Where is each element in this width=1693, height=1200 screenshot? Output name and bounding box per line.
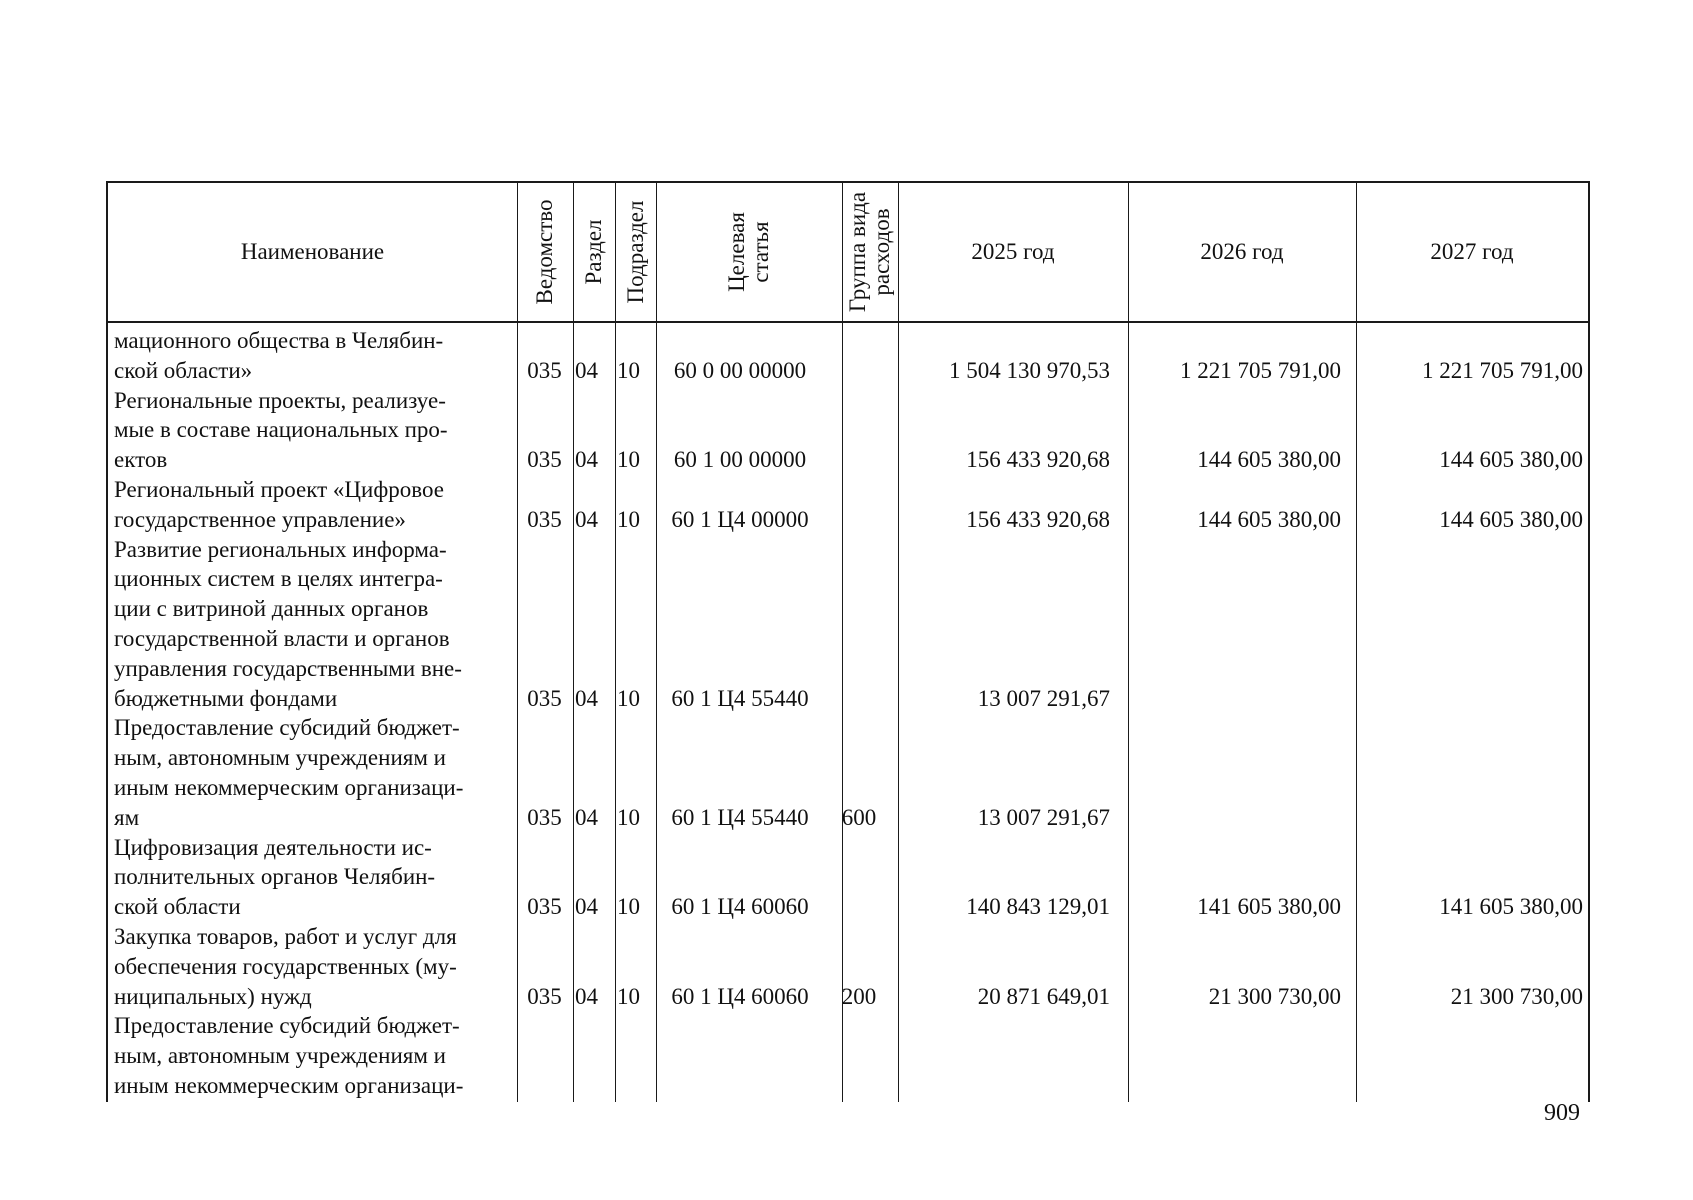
header-vedomstvo: Ведомство [532, 199, 557, 305]
row-podrazdel: 10 [617, 357, 640, 383]
table-row [108, 326, 1588, 386]
row-name-line: государственное управление» [114, 506, 406, 532]
row-amount-2027: 21 300 730,00 [1450, 983, 1583, 1009]
row-name-line: мые в составе национальных про- [114, 417, 448, 443]
row-name-line: мационного общества в Челябин- [114, 328, 444, 353]
row-vedomstvo: 035 [527, 894, 562, 920]
row-amount-2026: 21 300 730,00 [1208, 983, 1341, 1009]
row-name-line: Предоставление субсидий бюджет- [114, 1013, 460, 1039]
table-row [108, 475, 1588, 535]
row-amount-2025: 20 871 649,01 [977, 983, 1110, 1009]
row-amount-2025: 140 843 129,01 [966, 894, 1110, 920]
header-2025-label: 2025 год [971, 239, 1055, 264]
row-amount-2027: 141 605 380,00 [1439, 894, 1583, 920]
row-amount-2027: 144 605 380,00 [1439, 447, 1583, 473]
row-celevaya-statya: 60 1 Ц4 60060 [671, 983, 809, 1009]
header-name-label: Наименование [240, 239, 385, 264]
header-2025 [898, 183, 1128, 321]
row-name-line: иным некоммерческим организаци- [114, 1072, 464, 1098]
header-gruppa-line2: расходов [869, 208, 894, 296]
header-razdel: Раздел [581, 219, 606, 285]
row-podrazdel: 10 [617, 506, 640, 532]
row-name-line: ниципальных) нужд [114, 983, 312, 1009]
header-2026 [1128, 183, 1356, 321]
row-name-line: Предоставление субсидий бюджет- [114, 715, 460, 741]
table-header [108, 183, 1588, 323]
row-celevaya-statya: 60 1 Ц4 60060 [671, 894, 809, 920]
row-amount-2027: 144 605 380,00 [1439, 506, 1583, 532]
row-name-line: иным некоммерческим организаци- [114, 774, 464, 800]
row-razdel: 04 [575, 506, 598, 532]
table-row [108, 713, 1588, 832]
row-gruppa-vida: 600 [841, 804, 877, 830]
row-razdel: 04 [575, 685, 598, 711]
row-vedomstvo: 035 [527, 983, 562, 1009]
budget-table [106, 181, 1590, 1102]
row-name-line: управления государственными вне- [114, 655, 462, 681]
row-name-line: Региональные проекты, реализуе- [114, 387, 446, 413]
row-vedomstvo: 035 [527, 506, 562, 532]
row-name-line: ным, автономным учреждениям и [114, 745, 446, 771]
header-2027-label: 2027 год [1430, 239, 1514, 264]
row-name-line: Развитие региональных информа- [114, 536, 447, 562]
row-vedomstvo: 035 [527, 804, 562, 830]
row-celevaya-statya: 60 1 Ц4 55440 [671, 804, 809, 830]
row-name-line: ционных систем в целях интегра- [114, 566, 443, 592]
table-row [108, 1011, 1588, 1100]
page-number: 909 [1544, 1100, 1580, 1126]
row-amount-2025: 156 433 920,68 [966, 447, 1110, 473]
header-name [108, 183, 517, 321]
row-name-line: обеспечения государственных (му- [114, 953, 457, 979]
row-name-line: ям [114, 804, 140, 830]
row-name-line: Региональный проект «Цифровое [114, 477, 444, 502]
row-podrazdel: 10 [617, 983, 640, 1009]
row-gruppa-vida: 200 [841, 983, 877, 1009]
row-amount-2025: 13 007 291,67 [977, 685, 1110, 711]
header-gruppa-line1: Группа вида [845, 191, 870, 313]
row-podrazdel: 10 [617, 894, 640, 920]
row-podrazdel: 10 [617, 685, 640, 711]
row-vedomstvo: 035 [527, 685, 562, 711]
row-amount-2025: 156 433 920,68 [966, 506, 1110, 532]
row-amount-2026: 141 605 380,00 [1197, 894, 1341, 920]
table-row [108, 386, 1588, 475]
table-row [108, 922, 1588, 1011]
row-name-line: полнительных органов Челябин- [114, 864, 436, 890]
row-vedomstvo: 035 [527, 357, 562, 383]
row-razdel: 04 [575, 804, 598, 830]
header-celevaya-line2: статья [748, 221, 773, 283]
row-name-line: бюджетными фондами [114, 685, 338, 711]
row-amount-2026: 1 221 705 791,00 [1180, 357, 1341, 383]
row-name-line: ектов [114, 447, 168, 473]
row-amount-2025: 13 007 291,67 [977, 804, 1110, 830]
header-podrazdel: Подраздел [623, 200, 648, 304]
row-name-line: ции с витриной данных органов [114, 596, 429, 622]
row-razdel: 04 [575, 357, 598, 383]
row-celevaya-statya: 60 1 Ц4 00000 [671, 506, 809, 532]
table-row [108, 535, 1588, 714]
row-celevaya-statya: 60 1 Ц4 55440 [671, 685, 809, 711]
row-amount-2025: 1 504 130 970,53 [949, 357, 1110, 383]
header-2027 [1356, 183, 1588, 321]
row-celevaya-statya: 60 1 00 00000 [673, 447, 807, 473]
header-celevaya-line1: Целевая [724, 212, 749, 292]
row-name-line: Цифровизация деятельности ис- [114, 834, 432, 860]
row-razdel: 04 [575, 447, 598, 473]
row-amount-2027: 1 221 705 791,00 [1422, 357, 1583, 383]
header-celevaya-statya [725, 212, 773, 292]
row-name-line: ской области» [114, 357, 253, 383]
row-name-line: ской области [114, 894, 241, 920]
row-name-line: государственной власти и органов [114, 625, 450, 651]
row-razdel: 04 [575, 894, 598, 920]
row-vedomstvo: 035 [527, 447, 562, 473]
row-razdel: 04 [575, 983, 598, 1009]
row-celevaya-statya: 60 0 00 00000 [673, 357, 807, 383]
row-amount-2026: 144 605 380,00 [1197, 506, 1341, 532]
table-row [108, 833, 1588, 922]
row-name-line: Закупка товаров, работ и услуг для [114, 924, 457, 949]
row-amount-2026: 144 605 380,00 [1197, 447, 1341, 473]
header-gruppa-vida-rashodov [846, 192, 894, 312]
row-podrazdel: 10 [617, 447, 640, 473]
header-2026-label: 2026 год [1200, 239, 1284, 264]
row-name-line: ным, автономным учреждениям и [114, 1043, 446, 1069]
row-podrazdel: 10 [617, 804, 640, 830]
